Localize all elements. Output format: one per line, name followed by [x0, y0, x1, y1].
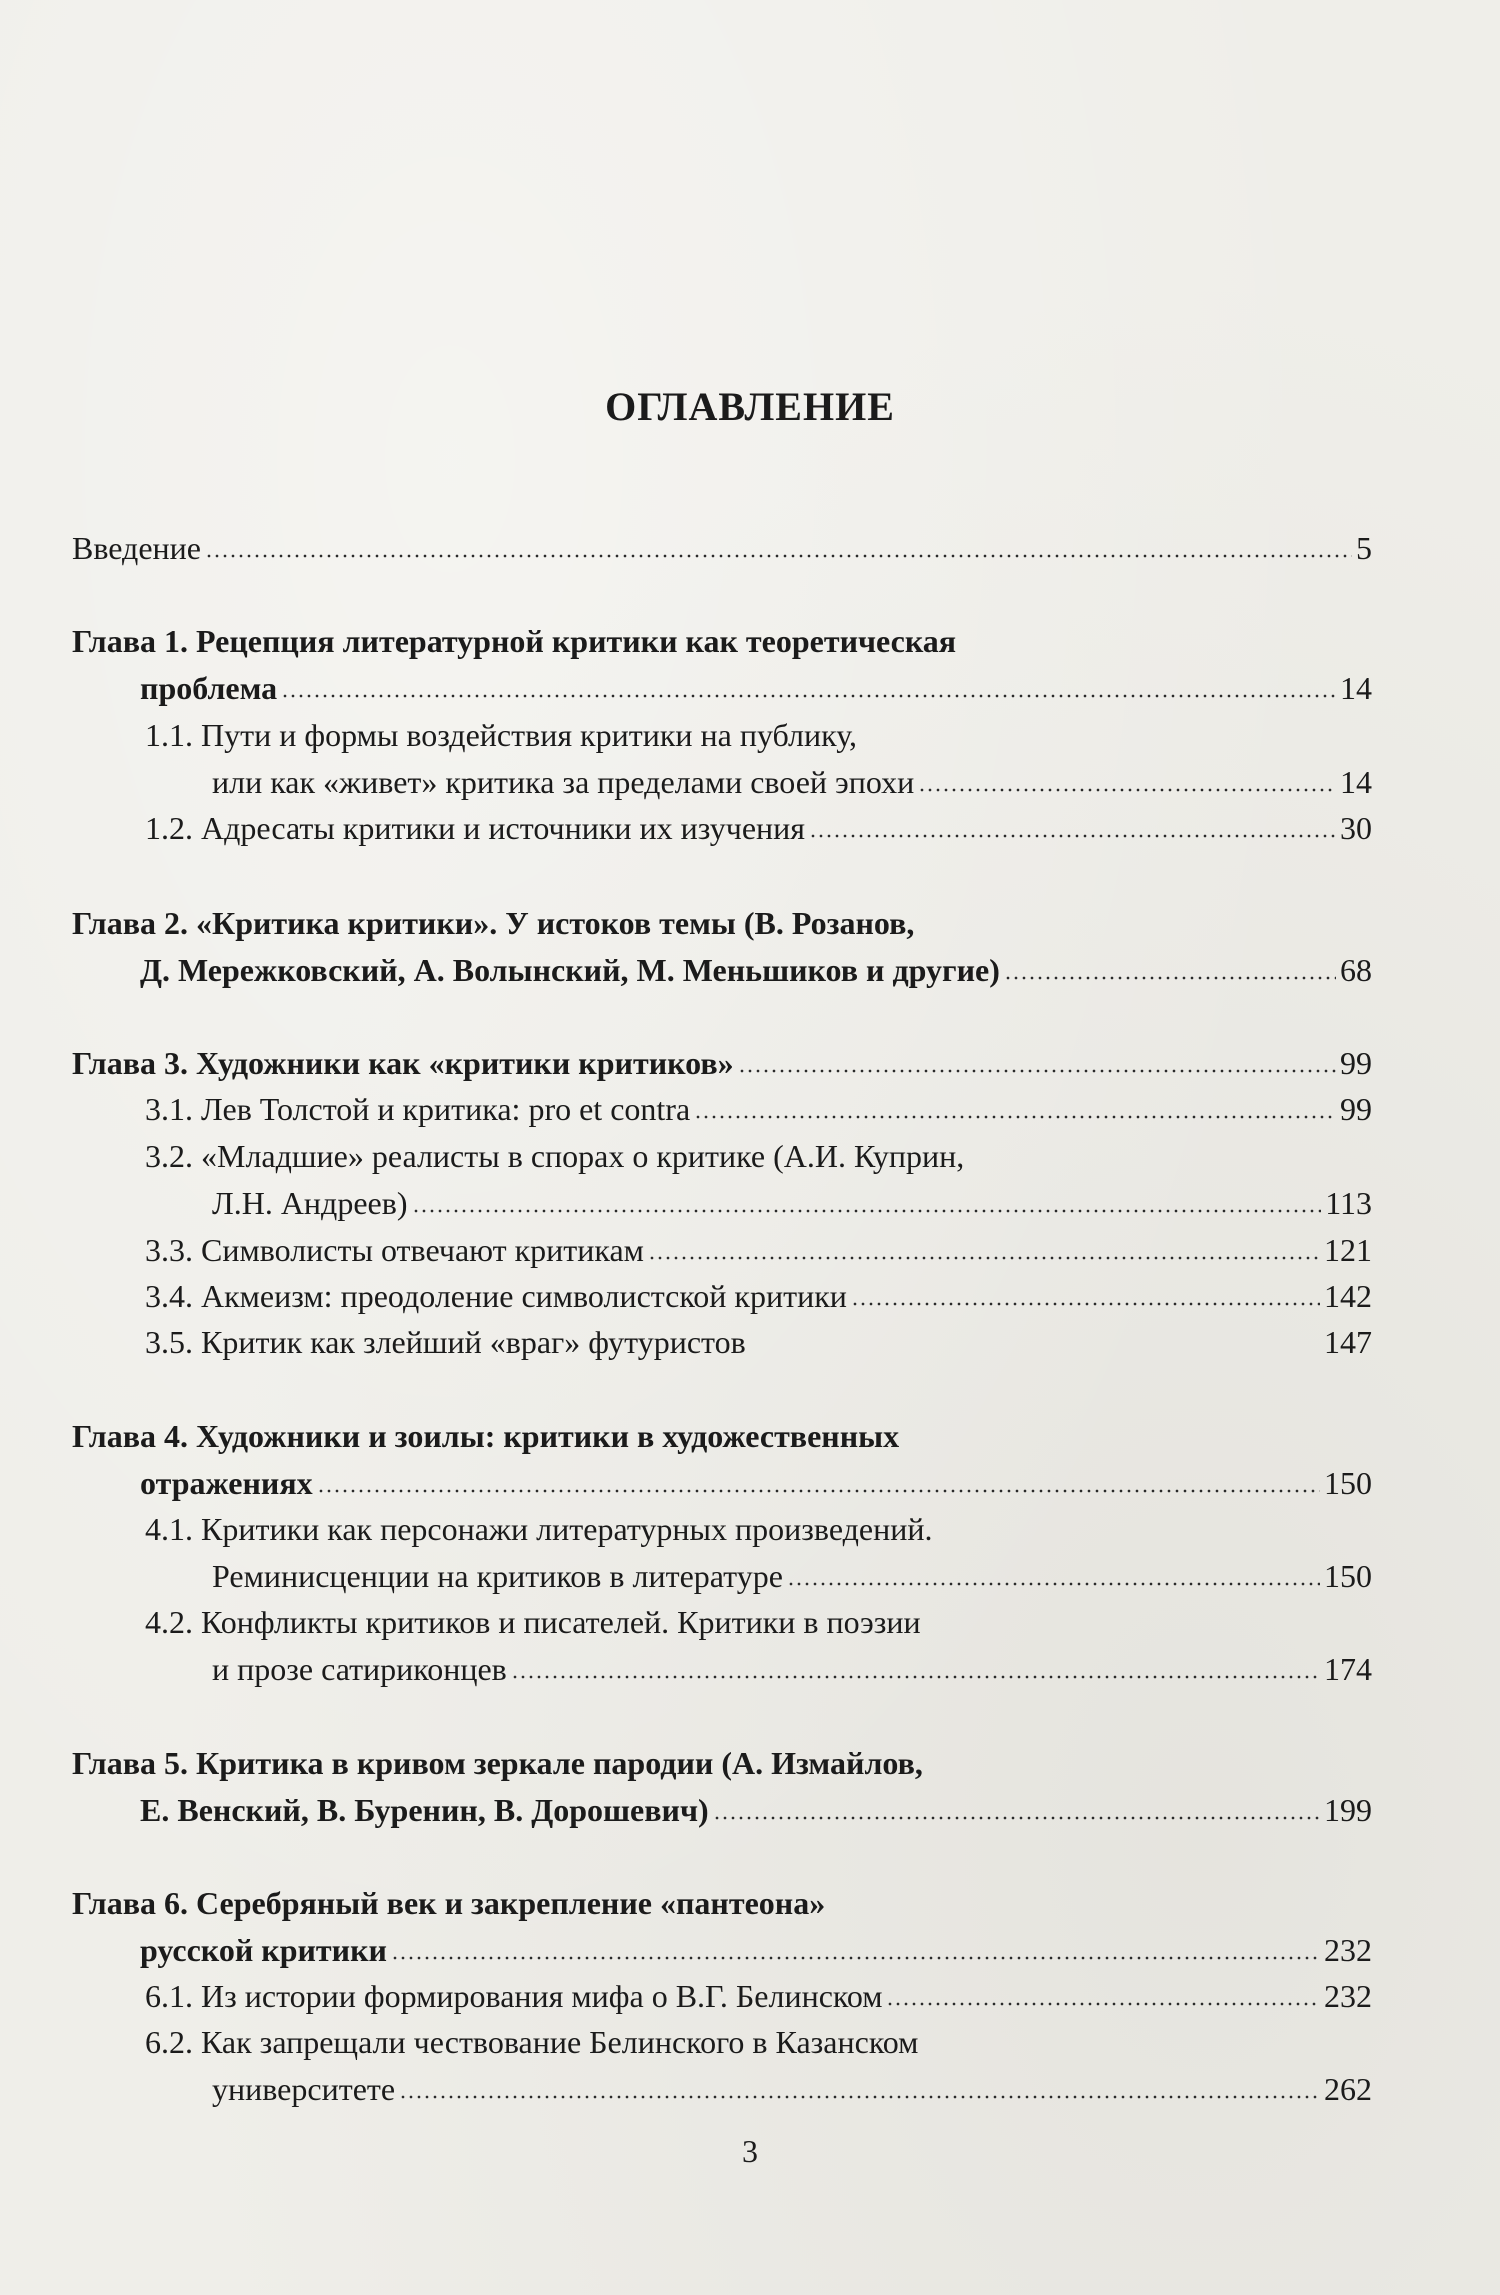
toc-page-number: 150 [1324, 1558, 1372, 1594]
page-title: ОГЛАВЛЕНИЕ [605, 384, 895, 429]
toc-leader-dots [787, 1582, 1320, 1586]
toc-page-number: 99 [1340, 1045, 1372, 1081]
toc-section-3-4 [145, 1278, 1372, 1315]
toc-page-number: 121 [1324, 1232, 1372, 1268]
toc-chapter-5-line2 [140, 1792, 1372, 1829]
toc-entry-text: Глава 3. Художники как «критики критиков» [72, 1045, 734, 1081]
toc-leader-dots [918, 788, 1336, 792]
toc-page-number: 174 [1324, 1651, 1372, 1687]
toc-entry-text: 3.3. Символисты отвечают критикам [145, 1232, 644, 1268]
toc-chapter-3 [72, 1045, 1372, 1082]
toc-section-1-1-line2 [212, 764, 1372, 801]
toc-section-1-1-line1: 1.1. Пути и формы воздействия критики на публику, [145, 717, 857, 753]
toc-entry-intro [72, 530, 1372, 567]
toc-page-number: 232 [1324, 1932, 1372, 1968]
toc-entry-text: 3.5. Критик как злейший «враг» футуристов [145, 1324, 746, 1360]
toc-chapter-4-line1: Глава 4. Художники и зоилы: критики в художественных [72, 1418, 900, 1454]
toc-entry-text: 3.1. Лев Толстой и критика: pro et contra [145, 1091, 691, 1127]
toc-page-number: 142 [1324, 1278, 1372, 1314]
toc-section-6-2-line1: 6.2. Как запрещали чествование Белинского в Казанском [145, 2024, 919, 2060]
toc-section-3-1 [145, 1091, 1372, 1128]
toc-chapter-1-line2 [140, 670, 1372, 707]
toc-entry-text: и прозе сатириконцев [212, 1651, 507, 1687]
toc-entry-text: или как «живет» критика за пределами своей эпохи [212, 764, 915, 800]
toc-entry-text: Л.Н. Андреев) [212, 1185, 408, 1221]
toc-section-3-3 [145, 1232, 1372, 1269]
toc-chapter-2-line2 [140, 952, 1372, 989]
toc-section-4-2-line2 [212, 1651, 1372, 1688]
toc-page-number: 262 [1324, 2071, 1372, 2107]
toc-section-4-1-line2 [212, 1558, 1372, 1595]
toc-leader-dots [648, 1256, 1320, 1260]
toc-entry-text: 1.2. Адресаты критики и источники их изучения [145, 810, 805, 846]
toc-leader-dots [809, 834, 1336, 838]
toc-section-3-2-line2 [212, 1185, 1372, 1222]
toc-section-4-2-line1: 4.2. Конфликты критиков и писателей. Критики в поэзии [145, 1604, 921, 1640]
toc-entry-text: 6.1. Из истории формирования мифа о В.Г. Белинском [145, 1978, 883, 2014]
toc-section-3-2-line1: 3.2. «Младшие» реалисты в спорах о критике (А.И. Куприн, [145, 1138, 965, 1174]
toc-page-number: 14 [1340, 670, 1372, 706]
toc-page-number: 99 [1340, 1091, 1372, 1127]
toc-section-4-1-line1: 4.1. Критики как персонажи литературных произведений. [145, 1511, 933, 1547]
toc-entry-text: Введение [72, 530, 201, 566]
toc-leader-dots [694, 1115, 1336, 1119]
toc-leader-dots [713, 1816, 1320, 1820]
toc-leader-dots [851, 1302, 1320, 1306]
toc-leader-dots [317, 1489, 1320, 1493]
page-number: 3 [742, 2133, 758, 2169]
toc-entry-text: Е. Венский, В. Буренин, В. Дорошевич) [140, 1792, 709, 1828]
toc-leader-dots [205, 554, 1352, 558]
toc-entry-text: Д. Мережковский, А. Волынский, М. Меньшиков и другие) [140, 952, 1000, 988]
toc-page-number: 232 [1324, 1978, 1372, 2014]
toc-entry-text: русской критики [140, 1932, 387, 1968]
toc-page-number: 14 [1340, 764, 1372, 800]
toc-chapter-2-line1: Глава 2. «Критика критики». У истоков темы (В. Розанов, [72, 905, 915, 941]
toc-page-number: 199 [1324, 1792, 1372, 1828]
toc-section-6-1 [145, 1978, 1372, 2015]
toc-leader-dots [886, 2002, 1320, 2006]
toc-entry-text: отражениях [140, 1465, 313, 1501]
toc-page-number: 113 [1325, 1185, 1372, 1221]
toc-section-1-2 [145, 810, 1372, 847]
toc-page-number: 68 [1340, 952, 1372, 988]
toc-leader-dots [391, 1956, 1320, 1960]
toc-leader-dots [412, 1209, 1322, 1213]
toc-entry-text: университете [212, 2071, 396, 2107]
toc-chapter-5-line1: Глава 5. Критика в кривом зеркале пародии (А. Измайлов, [72, 1745, 923, 1781]
toc-chapter-4-line2 [140, 1465, 1372, 1502]
toc-chapter-1-line1: Глава 1. Рецепция литературной критики как теоретическая [72, 623, 957, 659]
toc-page-number: 30 [1340, 810, 1372, 846]
toc-section-3-5 [145, 1324, 1372, 1361]
toc-leader-dots [399, 2095, 1320, 2099]
toc-entry-text: 3.4. Акмеизм: преодоление символистской критики [145, 1278, 847, 1314]
toc-leader-dots [511, 1675, 1320, 1679]
toc-entry-text: Реминисценции на критиков в литературе [212, 1558, 783, 1594]
toc-page-number: 150 [1324, 1465, 1372, 1501]
toc-section-6-2-line2 [212, 2071, 1372, 2108]
toc-page-number: 147 [1324, 1324, 1372, 1360]
toc-chapter-6-line2 [140, 1932, 1372, 1969]
toc-entry-text: проблема [140, 670, 278, 706]
toc-leader-dots [738, 1069, 1336, 1073]
toc-page-number: 5 [1356, 530, 1372, 566]
toc-leader-dots [281, 694, 1336, 698]
toc-chapter-6-line1: Глава 6. Серебряный век и закрепление «пантеона» [72, 1885, 826, 1921]
toc-leader-dots [1004, 976, 1336, 980]
